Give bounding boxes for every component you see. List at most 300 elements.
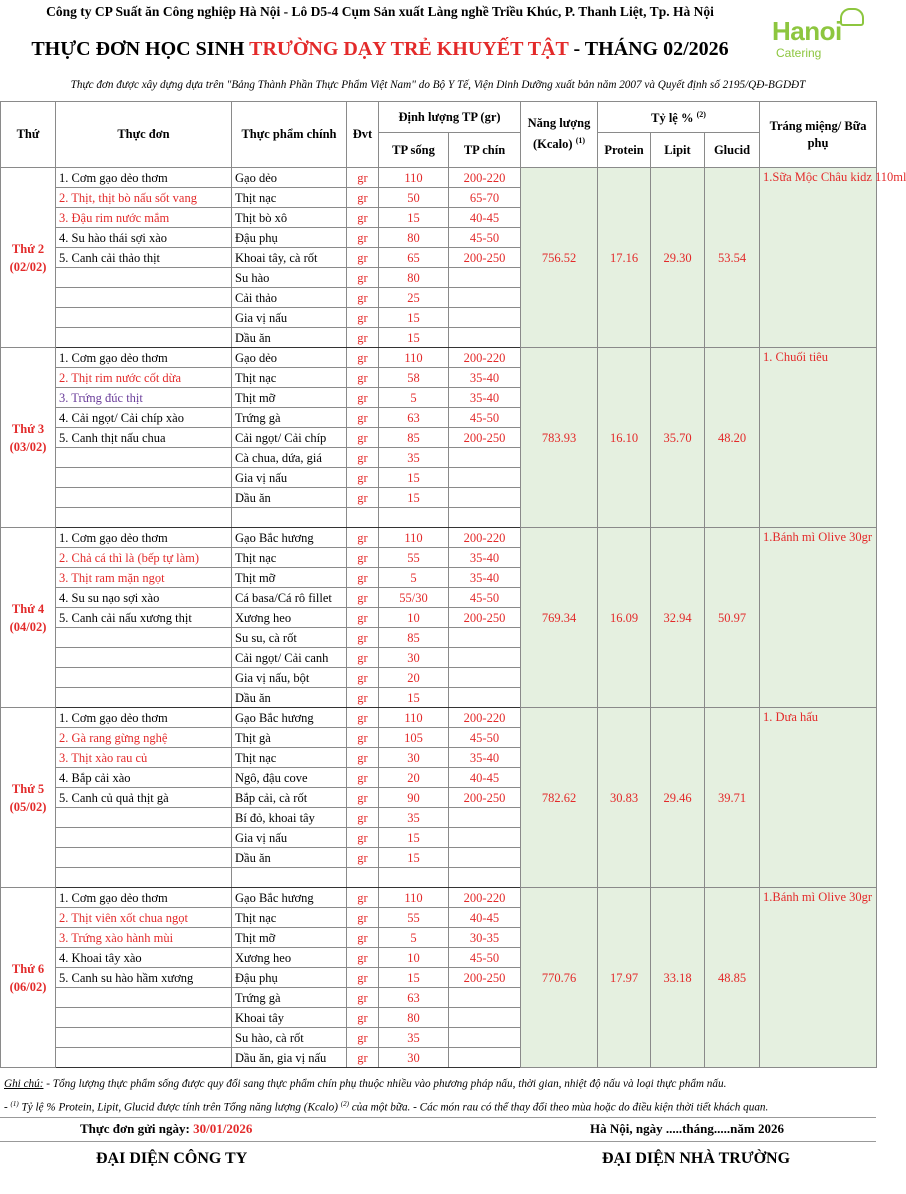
unit-cell: gr [347,448,379,468]
title-school-name: TRƯỜNG DẠY TRẺ KHUYẾT TẬT [249,38,569,60]
cooked-qty-cell [449,828,521,848]
unit-cell: gr [347,168,379,188]
place-date: Hà Nội, ngày .....tháng.....năm 2026 [590,1121,784,1136]
raw-qty-cell: 55 [379,548,449,568]
ingredient-cell: Cải thảo [232,288,347,308]
dessert-cell: 1. Chuối tiêu [760,348,877,528]
dish-cell [56,668,232,688]
dish-cell: 5. Canh củ quả thịt gà [56,788,232,808]
table-row [1,708,877,728]
day-cell [1,348,56,528]
menu-table [0,101,906,1068]
protein-cell: 17.97 [598,888,651,1068]
raw-qty-cell: 55/30 [379,588,449,608]
cooked-qty-cell [449,688,521,708]
dish-cell [56,848,232,868]
col-dessert: Tráng miệng/ Bữa phụ [760,102,877,168]
lipid-cell: 33.18 [651,888,705,1068]
cooked-qty-cell [449,288,521,308]
raw-qty-cell: 58 [379,368,449,388]
unit-cell: gr [347,788,379,808]
ingredient-cell: Su hào [232,268,347,288]
col-ratio [598,102,760,133]
dish-cell [56,808,232,828]
cooked-qty-cell [449,668,521,688]
unit-cell: gr [347,308,379,328]
ingredient-cell: Cải ngọt/ Cải chíp [232,428,347,448]
col-unit: Đvt [347,102,379,168]
raw-qty-cell [379,868,449,888]
dish-cell [56,268,232,288]
cooked-qty-cell [449,508,521,528]
cooked-qty-cell: 45-50 [449,408,521,428]
glucid-cell: 48.85 [705,888,760,1068]
table-row [1,528,877,548]
unit-cell: gr [347,568,379,588]
dish-cell: 1. Cơm gạo dẻo thơm [56,348,232,368]
ingredient-cell: Thịt gà [232,728,347,748]
dish-cell [56,1048,232,1068]
raw-qty-cell: 15 [379,688,449,708]
raw-qty-cell: 63 [379,408,449,428]
unit-cell: gr [347,388,379,408]
raw-qty-cell: 85 [379,428,449,448]
protein-cell: 30.83 [598,708,651,888]
table-row [1,888,877,908]
dish-cell: 3. Đậu rim nước mắm [56,208,232,228]
ingredient-cell: Thịt nạc [232,748,347,768]
cooked-qty-cell: 200-250 [449,608,521,628]
unit-cell: gr [347,468,379,488]
sent-date [80,1121,252,1137]
raw-qty-cell: 50 [379,188,449,208]
unit-cell: gr [347,328,379,348]
raw-qty-cell: 15 [379,468,449,488]
raw-qty-cell: 55 [379,908,449,928]
page-title [0,38,760,61]
day-date: (04/02) [9,619,47,634]
cooked-qty-cell: 200-250 [449,968,521,988]
raw-qty-cell: 30 [379,1048,449,1068]
raw-qty-cell: 35 [379,1028,449,1048]
unit-cell: gr [347,728,379,748]
cooked-qty-cell: 200-250 [449,248,521,268]
lipid-cell: 32.94 [651,528,705,708]
ingredient-cell: Thịt mỡ [232,388,347,408]
cooked-qty-cell: 40-45 [449,908,521,928]
raw-qty-cell: 80 [379,1008,449,1028]
sent-label: Thực đơn gửi ngày: [80,1121,194,1136]
raw-qty-cell: 110 [379,708,449,728]
dish-cell: 2. Thịt, thịt bò nấu sốt vang [56,188,232,208]
dish-cell: 5. Canh cải thảo thịt [56,248,232,268]
ingredient-cell: Gạo Bắc hương [232,888,347,908]
dish-cell: 4. Su su nạo sợi xào [56,588,232,608]
day-date: (05/02) [9,799,47,814]
cooked-qty-cell: 45-50 [449,228,521,248]
dish-cell [56,448,232,468]
energy-cell: 756.52 [521,168,598,348]
raw-qty-cell: 35 [379,808,449,828]
day-name: Thứ 4 [11,601,45,616]
day-cell [1,168,56,348]
ingredient-cell: Cá basa/Cá rô fillet [232,588,347,608]
notes-line-1 [4,1074,872,1094]
col-cooked: TP chín [449,133,521,168]
lipid-cell: 29.30 [651,168,705,348]
dessert-cell: 1. Dưa hấu [760,708,877,888]
raw-qty-cell: 80 [379,228,449,248]
unit-cell: gr [347,288,379,308]
cooked-qty-cell [449,1048,521,1068]
energy-cell: 782.62 [521,708,598,888]
unit-cell: gr [347,348,379,368]
dish-cell [56,648,232,668]
day-date: (02/02) [9,259,47,274]
unit-cell: gr [347,1048,379,1068]
ingredient-cell: Dầu ăn, gia vị nấu [232,1048,347,1068]
cooked-qty-cell: 200-220 [449,348,521,368]
energy-cell: 770.76 [521,888,598,1068]
dish-cell: 5. Canh thịt nấu chua [56,428,232,448]
unit-cell: gr [347,748,379,768]
notes-sup-2: (2) [340,1100,349,1108]
cooked-qty-cell: 200-250 [449,788,521,808]
raw-qty-cell: 25 [379,288,449,308]
glucid-cell: 50.97 [705,528,760,708]
ingredient-cell: Thịt mỡ [232,568,347,588]
dish-cell [56,288,232,308]
notes-sup-1: (1) [10,1100,19,1108]
day-date: (03/02) [9,439,47,454]
menu-body [1,168,906,1068]
unit-cell: gr [347,948,379,968]
notes-line-2a: Tỷ lệ % Protein, Lipit, Glucid được tính trên Tổng năng lượng (Kcalo) [18,1101,341,1114]
dish-cell [56,328,232,348]
ingredient-cell: Gạo dẻo [232,348,347,368]
dish-cell [56,308,232,328]
ingredient-cell: Bí đỏ, khoai tây [232,808,347,828]
day-name: Thứ 3 [11,421,45,436]
raw-qty-cell: 30 [379,748,449,768]
ingredient-cell: Gia vị nấu [232,468,347,488]
cooked-qty-cell: 40-45 [449,768,521,788]
notes-label: Ghi chú: [4,1078,44,1090]
raw-qty-cell: 35 [379,448,449,468]
raw-qty-cell: 15 [379,488,449,508]
dish-cell [56,828,232,848]
ingredient-cell: Gạo Bắc hương [232,528,347,548]
cooked-qty-cell [449,268,521,288]
raw-qty-cell [379,508,449,528]
cooked-qty-cell [449,1008,521,1028]
raw-qty-cell: 85 [379,628,449,648]
table-row [1,168,877,188]
col-glucid: Glucid [705,133,760,168]
dessert-cell: 1.Bánh mì Olive 30gr [760,888,877,1068]
cooked-qty-cell [449,488,521,508]
unit-cell: gr [347,588,379,608]
unit-cell: gr [347,848,379,868]
col-quantity: Định lượng TP (gr) [379,102,521,133]
cooked-qty-cell [449,628,521,648]
energy-cell: 783.93 [521,348,598,528]
unit-cell: gr [347,208,379,228]
raw-qty-cell: 105 [379,728,449,748]
cooked-qty-cell: 35-40 [449,548,521,568]
unit-cell: gr [347,968,379,988]
dish-cell: 3. Trứng xào hành mùi [56,928,232,948]
ingredient-cell: Dầu ăn [232,328,347,348]
cooked-qty-cell [449,448,521,468]
unit-cell: gr [347,1008,379,1028]
ingredient-cell: Gia vị nấu, bột [232,668,347,688]
chef-hat-icon [840,8,864,26]
unit-cell: gr [347,1028,379,1048]
ingredient-cell [232,868,347,888]
day-cell [1,708,56,888]
col-day: Thứ [1,102,56,168]
ingredient-cell: Khoai tây, cà rốt [232,248,347,268]
raw-qty-cell: 15 [379,968,449,988]
ingredient-cell: Su hào, cà rốt [232,1028,347,1048]
lipid-cell: 29.46 [651,708,705,888]
cooked-qty-cell: 45-50 [449,948,521,968]
dish-cell [56,688,232,708]
unit-cell: gr [347,228,379,248]
cooked-qty-cell: 35-40 [449,568,521,588]
ingredient-cell: Dầu ăn [232,488,347,508]
unit-cell: gr [347,408,379,428]
dish-cell: 5. Canh cải nấu xương thịt [56,608,232,628]
cooked-qty-cell [449,648,521,668]
dish-cell: 2. Thịt viên xốt chua ngọt [56,908,232,928]
unit-cell: gr [347,188,379,208]
unit-cell: gr [347,668,379,688]
logo-main-text: Hanoi [772,16,842,46]
ingredient-cell: Xương heo [232,948,347,968]
ingredient-cell: Su su, cà rốt [232,628,347,648]
ingredient-cell: Khoai tây [232,1008,347,1028]
dish-cell: 1. Cơm gạo dẻo thơm [56,888,232,908]
ingredient-cell: Xương heo [232,608,347,628]
notes-line-2b: của một bữa. - Các món rau có thể thay đổi theo mùa hoặc do điều kiện thời tiết khách quan. [348,1101,769,1114]
col-energy [521,102,598,168]
ingredient-cell: Gia vị nấu [232,308,347,328]
cooked-qty-cell: 65-70 [449,188,521,208]
ingredient-cell: Ngô, đậu cove [232,768,347,788]
dish-cell [56,488,232,508]
cooked-qty-cell: 30-35 [449,928,521,948]
dish-cell: 4. Khoai tây xào [56,948,232,968]
dish-cell: 5. Canh su hào hầm xương [56,968,232,988]
dish-cell [56,628,232,648]
cooked-qty-cell: 45-50 [449,588,521,608]
dish-cell: 4. Cải ngọt/ Cải chíp xào [56,408,232,428]
cooked-qty-cell: 200-220 [449,888,521,908]
dish-cell [56,508,232,528]
company-header: Công ty CP Suất ăn Công nghiệp Hà Nội - Lô D5-4 Cụm Sản xuất Làng nghề Triều Khúc, P. Thanh Liệt, Tp. Hà Nội [46,4,714,19]
protein-cell: 16.09 [598,528,651,708]
unit-cell: gr [347,488,379,508]
ingredient-cell: Bắp cải, cà rốt [232,788,347,808]
day-cell [1,528,56,708]
raw-qty-cell: 5 [379,928,449,948]
unit-cell: gr [347,828,379,848]
unit-cell: gr [347,808,379,828]
raw-qty-cell: 5 [379,568,449,588]
col-energy-sup: (1) [575,136,586,146]
cooked-qty-cell: 35-40 [449,388,521,408]
cooked-qty-cell [449,468,521,488]
cooked-qty-cell: 200-220 [449,528,521,548]
glucid-cell: 48.20 [705,348,760,528]
ingredient-cell: Trứng gà [232,988,347,1008]
raw-qty-cell: 15 [379,328,449,348]
cooked-qty-cell: 200-220 [449,168,521,188]
raw-qty-cell: 110 [379,168,449,188]
raw-qty-cell: 90 [379,788,449,808]
cooked-qty-cell: 35-40 [449,368,521,388]
unit-cell: gr [347,608,379,628]
col-lipid: Lipit [651,133,705,168]
cooked-qty-cell: 200-250 [449,428,521,448]
dish-cell: 3. Thịt xào rau củ [56,748,232,768]
dish-cell: 1. Cơm gạo dẻo thơm [56,168,232,188]
unit-cell: gr [347,708,379,728]
ingredient-cell: Thịt nạc [232,908,347,928]
ingredient-cell: Thịt nạc [232,368,347,388]
unit-cell: gr [347,928,379,948]
glucid-cell: 53.54 [705,168,760,348]
footer-divider [0,1117,876,1118]
footer-divider-2 [0,1141,876,1142]
unit-cell: gr [347,628,379,648]
cooked-qty-cell: 40-45 [449,208,521,228]
day-cell [1,888,56,1068]
unit-cell: gr [347,528,379,548]
company-representative: ĐẠI DIỆN CÔNG TY [96,1150,248,1167]
raw-qty-cell: 110 [379,528,449,548]
dish-cell: 2. Chả cá thì là (bếp tự làm) [56,548,232,568]
cooked-qty-cell [449,328,521,348]
notes-line-1-text: - Tổng lượng thực phẩm sống được quy đổi sang thực phẩm chín phụ thuộc nhiều vào phương pháp nấu, thời gian, nhiệt độ nấu và loại thực phẩm nấu. [43,1078,727,1090]
hanoi-catering-logo [766,6,872,70]
raw-qty-cell: 20 [379,668,449,688]
ingredient-cell: Gạo dẻo [232,168,347,188]
sent-date-value: 30/01/2026 [193,1121,253,1136]
dish-cell: 3. Thịt ram mặn ngọt [56,568,232,588]
raw-qty-cell: 10 [379,948,449,968]
school-representative: ĐẠI DIỆN NHÀ TRƯỜNG [602,1150,791,1167]
dish-cell: 2. Gà rang gừng nghệ [56,728,232,748]
day-name: Thứ 6 [11,961,45,976]
dish-cell [56,1028,232,1048]
dish-cell [56,868,232,888]
title-part-3: - THÁNG 02/2026 [568,38,729,60]
raw-qty-cell: 15 [379,208,449,228]
unit-cell: gr [347,268,379,288]
unit-cell: gr [347,908,379,928]
dish-cell [56,1008,232,1028]
ingredient-cell: Dầu ăn [232,688,347,708]
dessert-cell: 1.Sữa Mộc Châu kidz 110ml [760,168,877,348]
ingredient-cell: Thịt mỡ [232,928,347,948]
ingredient-cell [232,508,347,528]
dish-cell: 4. Su hào thái sợi xào [56,228,232,248]
ingredient-cell: Thịt nạc [232,548,347,568]
raw-qty-cell: 80 [379,268,449,288]
raw-qty-cell: 110 [379,888,449,908]
cooked-qty-cell [449,848,521,868]
dish-cell [56,468,232,488]
col-menu: Thực đơn [56,102,232,168]
ingredient-cell: Dầu ăn [232,848,347,868]
dish-cell: 1. Cơm gạo dẻo thơm [56,708,232,728]
raw-qty-cell: 15 [379,828,449,848]
col-raw: TP sống [379,133,449,168]
day-name: Thứ 2 [11,241,45,256]
dessert-cell: 1.Bánh mì Olive 30gr [760,528,877,708]
cooked-qty-cell: 200-220 [449,708,521,728]
notes [4,1074,872,1118]
raw-qty-cell: 30 [379,648,449,668]
unit-cell: gr [347,368,379,388]
raw-qty-cell: 65 [379,248,449,268]
raw-qty-cell: 15 [379,308,449,328]
logo-sub-text: Catering [776,46,822,60]
ingredient-cell: Trứng gà [232,408,347,428]
dish-cell: 3. Trứng đúc thịt [56,388,232,408]
unit-cell: gr [347,768,379,788]
raw-qty-cell: 63 [379,988,449,1008]
raw-qty-cell: 10 [379,608,449,628]
raw-qty-cell: 15 [379,848,449,868]
title-part-1: THỰC ĐƠN HỌC SINH [31,38,250,60]
ingredient-cell: Cải ngọt/ Cải canh [232,648,347,668]
col-ratio-sup: (2) [696,110,706,120]
protein-cell: 16.10 [598,348,651,528]
cooked-qty-cell: 35-40 [449,748,521,768]
notes-line-2: - $^{(1)}$ Tỷ lệ % Protein, Lipit, Glucid được tính trên Tổng năng lượng (Kcalo) $^{(2)}$ của một bữa. - Các món rau có thể thay đổi theo mùa hoặc do điều kiện thời tiết khách quan. [4,1100,769,1114]
protein-cell: 17.16 [598,168,651,348]
dish-cell: 4. Bắp cải xào [56,768,232,788]
unit-cell: gr [347,888,379,908]
day-date: (06/02) [9,979,47,994]
dish-cell: 2. Thịt rim nước cốt dừa [56,368,232,388]
ingredient-cell: Gạo Bắc hương [232,708,347,728]
unit-cell: gr [347,648,379,668]
cooked-qty-cell [449,808,521,828]
unit-cell: gr [347,248,379,268]
ingredient-cell: Đậu phụ [232,228,347,248]
col-ratio-label: Tỷ lệ % [651,111,694,126]
lipid-cell: 35.70 [651,348,705,528]
ingredient-cell: Cà chua, dứa, giá [232,448,347,468]
day-name: Thứ 5 [11,781,45,796]
raw-qty-cell: 20 [379,768,449,788]
col-energy-label: Năng lượng (Kcalo) [527,116,591,152]
ingredient-cell: Thịt nạc [232,188,347,208]
raw-qty-cell: 110 [379,348,449,368]
unit-cell: gr [347,688,379,708]
dish-cell [56,988,232,1008]
table-row [1,348,877,368]
source-note: Thực đơn được xây dựng dựa trên "Bảng Thành Phần Thực Phẩm Việt Nam" do Bộ Y Tế, Viện Dinh Dưỡng xuất bản năm 2007 và Quyết định số 2195/QĐ-BGDĐT [70,79,806,91]
cooked-qty-cell: 45-50 [449,728,521,748]
dish-cell: 1. Cơm gạo dẻo thơm [56,528,232,548]
ingredient-cell: Thịt bò xô [232,208,347,228]
